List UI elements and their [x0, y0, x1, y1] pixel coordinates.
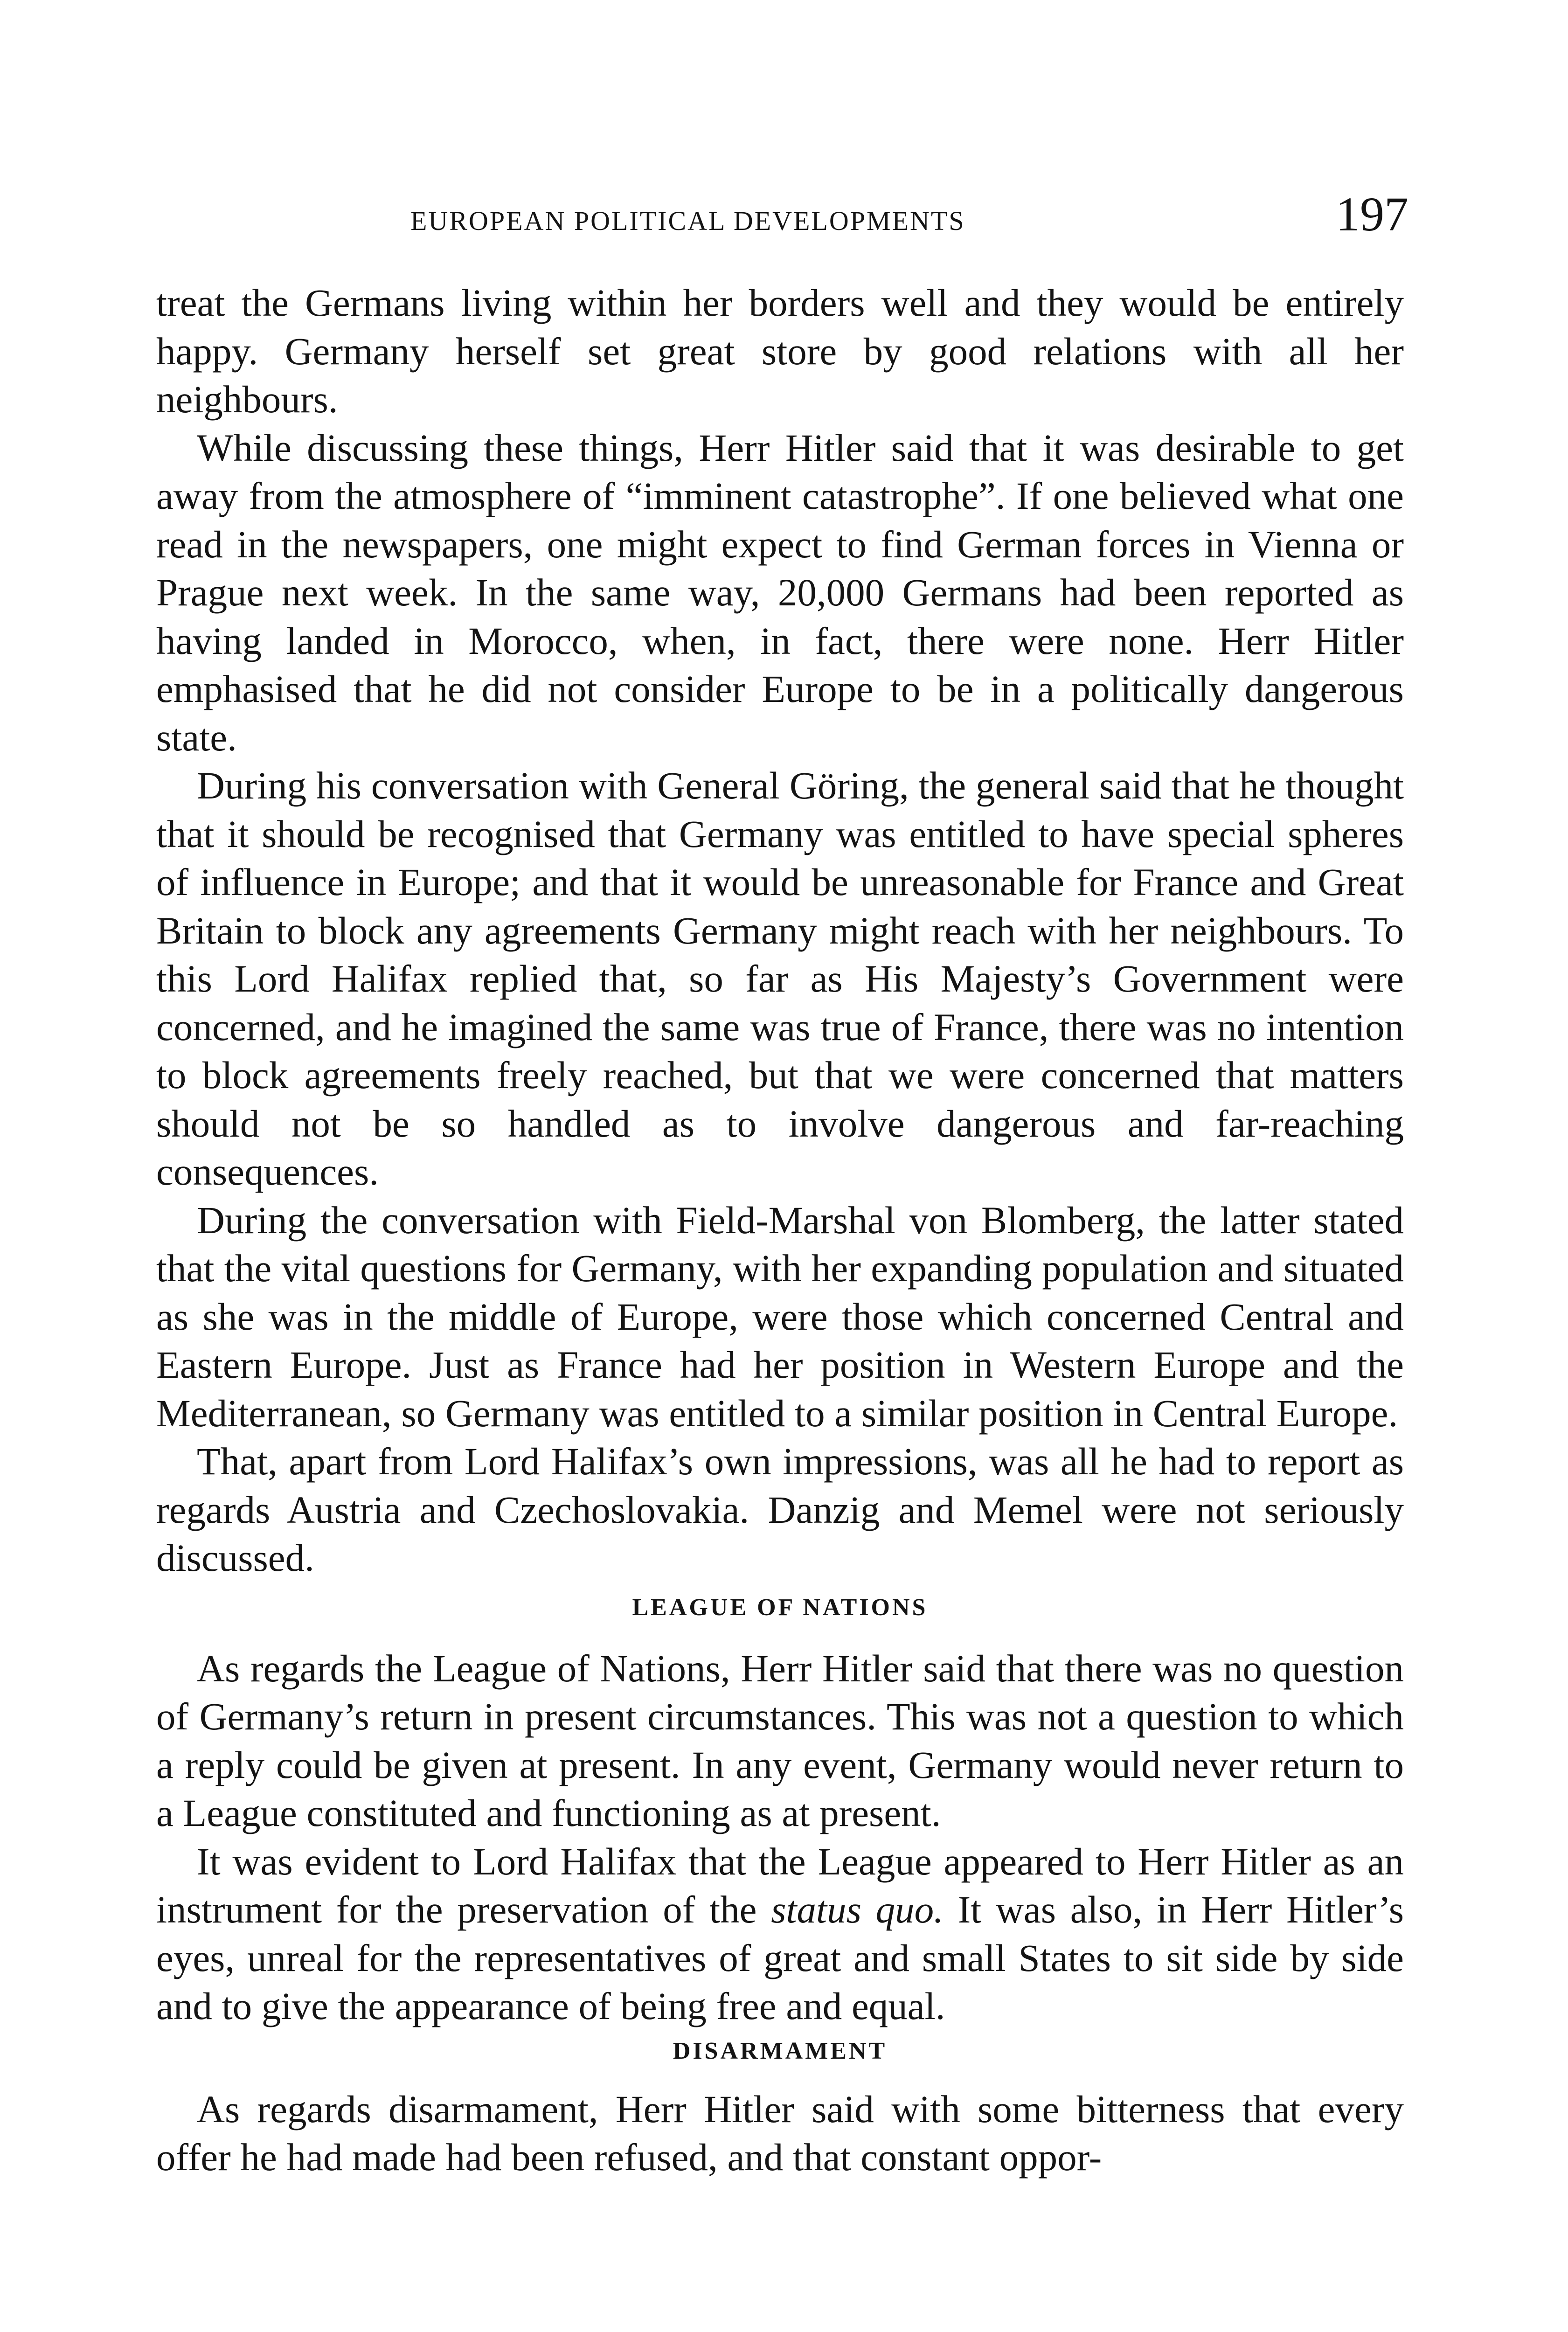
paragraph-text: It was also, in Herr Hitler’s eyes, unreal for the representatives of great and small States to sit side by side and to give the appearance of being free and equal. — [156, 1888, 1404, 2027]
paragraph-continued: treat the Germans living within her borders well and they would be entirely happy. Germany herself set great store by good relations with all her neighbours. — [156, 281, 1404, 421]
running-head: EUROPEAN POLITICAL DEVELOPMENTS — [410, 206, 965, 236]
paragraph-league-status-quo — [156, 1838, 1404, 2031]
section-heading-disarmament: DISARMAMENT — [673, 2037, 888, 2064]
paragraph-goring: During his conversation with General Göring, the general said that he thought that it should be recognised that Germany was entitled to have special spheres of influence in Europe; and that it would be unreasonable for France and Great Britain to block any agreements Germany might reach with her neighbours. To this Lord Halifax replied that, so far as His Majesty’s Government were concerned, and he imagined the same was true of France, there was no intention to block agreements freely reached, but that we were concerned that matters should not be so handled as to involve dangerous and far-reaching consequences. — [156, 764, 1404, 1193]
page-number: 197 — [1336, 187, 1408, 241]
paragraph-disarmament: As regards disarmament, Herr Hitler said with some bitterness that every offer he had made had been refused, and that constant oppor- — [156, 2087, 1404, 2179]
paragraph-atmosphere: While discussing these things, Herr Hitler said that it was desirable to get away from the atmosphere of “imminent catastrophe”. If one believed what one read in the newspapers, one might expect to find German forces in Vienna or Prague next week. In the same way, 20,000 Germans had been reported as having landed in Morocco, when, in fact, there were none. Herr Hitler emphasised that he did not consider Europe to be in a politically dangerous state. — [156, 426, 1404, 759]
page-header — [0, 187, 1568, 252]
body-text — [156, 279, 1404, 2182]
paragraph-league-return: As regards the League of Nations, Herr Hitler said that there was no question of Germany’s return in present circumstances. This was not a question to which a reply could be given at present. In any event, Germany would never return to a League constituted and functioning as at present. — [156, 1646, 1404, 1834]
paragraph-blomberg: During the conversation with Field-Marshal von Blomberg, the latter stated that the vital questions for Germany, with her expanding population and situated as she was in the middle of Europe, were those which concerned Central and Eastern Europe. Just as France had her position in Western Europe and the Mediterranean, so Germany was entitled to a similar position in Central Europe. — [156, 1198, 1404, 1435]
section-heading-league: LEAGUE OF NATIONS — [632, 1594, 928, 1621]
paragraph-summary: That, apart from Lord Halifax’s own impressions, was all he had to report as regards Austria and Czechoslovakia. Danzig and Memel were not seriously discussed. — [156, 1440, 1404, 1579]
paragraph-text: It was evident to Lord Halifax that the League appeared to Herr Hitler as an instrument for the preservation of the — [156, 1839, 1404, 1931]
italic-phrase: status quo. — [771, 1888, 944, 1931]
